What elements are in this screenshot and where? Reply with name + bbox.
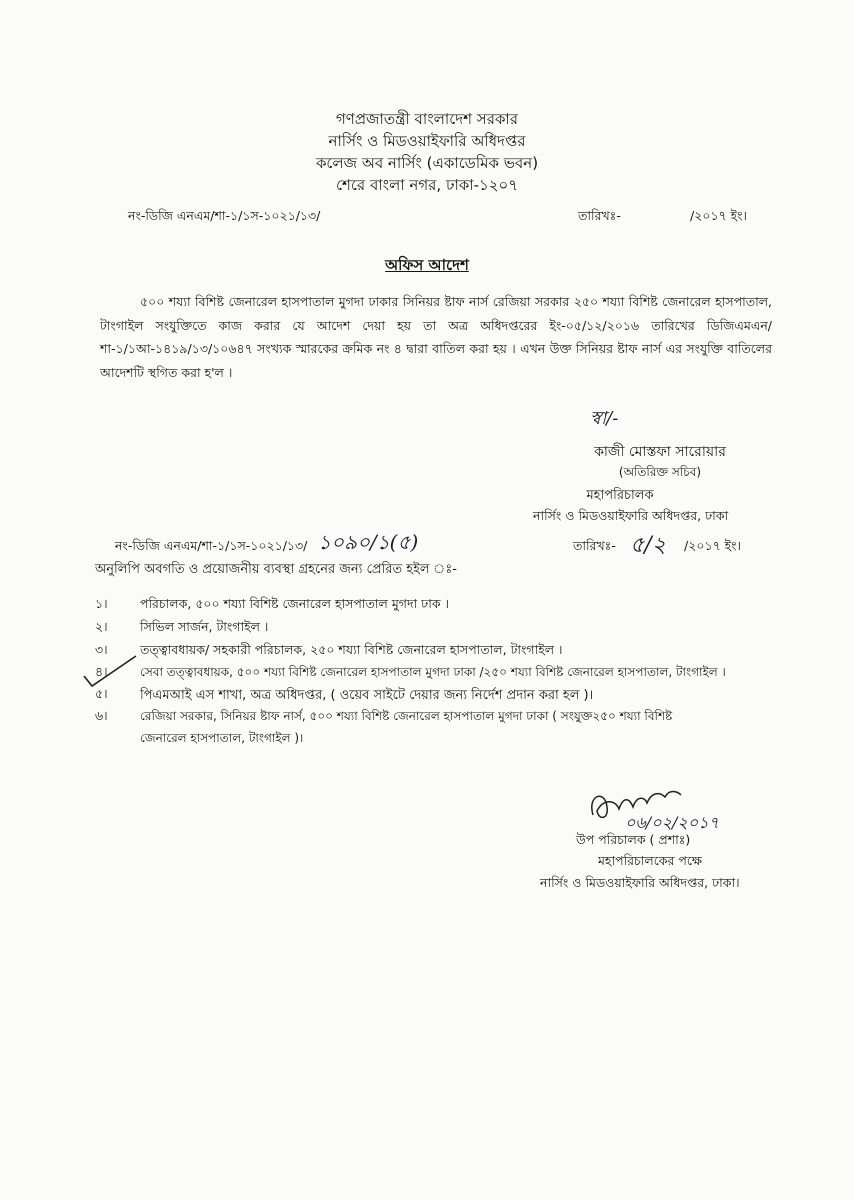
list-item-number: ৩।: [95, 642, 108, 657]
title-text: অফিস আদেশ: [385, 256, 469, 274]
signatory2-on-behalf: মহাপরিচালকের পক্ষে: [597, 853, 702, 868]
page-title: [0, 254, 854, 279]
signatory-designation: মহাপরিচালক: [586, 488, 654, 503]
signatory-rank: (অতিরিক্ত সচিব): [618, 465, 702, 479]
list-item: তত্ত্বাবধায়ক/ সহকারী পরিচালক, ২৫০ শয্যা বিশিষ্ট জেনারেল হাসপাতাল, টাংগাইল ।: [140, 642, 563, 657]
copy-date-label: তারিখঃ-: [573, 538, 616, 553]
list-item-continuation: জেনারেল হাসপাতাল, টাংগাইল )।: [140, 731, 304, 745]
list-item: সিভিল সার্জন, টাংগাইল ।: [140, 619, 269, 634]
copy-reference: নং-ডিজি এনএম/শা-১/১স-১০২১/১৩/: [115, 538, 308, 553]
list-item-number: ২।: [95, 619, 108, 634]
list-item: পিএমআই এস শাখা, অত্র অধিদপ্তর, ( ওয়েব সাইটে দেয়ার জন্য নির্দেশ প্রদান করা হল )।: [140, 688, 594, 703]
memo-reference: নং-ডিজি এনএম/শা-১/১স-১০২১/১৩/: [128, 208, 321, 223]
signatory-office: নার্সিং ও মিডওয়াইফারি অধিদপ্তর, ঢাকা: [533, 508, 729, 523]
signature-2-date: ০৬/০২/২০১৭: [625, 813, 719, 832]
list-item-number: ৫।: [95, 686, 108, 701]
header-directorate: নার্সিং ও মিডওয়াইফারি অধিদপ্তর: [328, 132, 526, 150]
signatory-name: কাজী মোস্তফা সারোয়ার: [594, 444, 726, 460]
list-item-number: ১।: [95, 596, 108, 611]
header-college: কলেজ অব নার্সিং (একাডেমিক ভবন): [315, 154, 539, 172]
list-item: রেজিয়া সরকার, সিনিয়র ষ্টাফ নার্স, ৫০০ শয্যা বিশিষ্ট জেনারেল হাসপাতাল মুগদা ঢাকা ( সংযুক্ত২৫০ শয্যা বিশিষ্ট: [140, 709, 673, 723]
list-item-number: ৪।: [95, 664, 108, 679]
signatory2-office: নার্সিং ও মিডওয়াইফারি অধিদপ্তর, ঢাকা।: [540, 875, 740, 890]
list-item-number: ৬।: [95, 708, 108, 723]
copy-intro: অনুলিপি অবগতি ও প্রয়োজনীয় ব্যবস্থা গ্রহনের জন্য প্রেরিত হইল ঃ-: [95, 562, 457, 577]
copy-date-handwritten: ৫/২: [630, 533, 666, 558]
header-government: গণপ্রজাতন্ত্রী বাংলাদেশ সরকার: [335, 110, 519, 128]
header-address: শেরে বাংলা নগর, ঢাকা-১২০৭: [335, 176, 519, 194]
signatory2-designation: উপ পরিচালক ( প্রশাঃ): [576, 832, 691, 847]
copy-date-suffix: /২০১৭ ইং।: [684, 538, 742, 553]
copy-reference-handwritten: ১০৯০/১(৫): [318, 530, 419, 554]
list-item: পরিচালক, ৫০০ শয্যা বিশিষ্ট জেনারেল হাসপাতাল মুগদা ঢাক ।: [140, 596, 450, 611]
signature-1: স্বা/-: [590, 408, 619, 429]
memo-date-label: তারিখঃ-: [578, 208, 621, 223]
list-item: সেবা তত্ত্বাবধায়ক, ৫০০ শয্যা বিশিষ্ট জেনারেল হাসপাতাল মুগদা ঢাকা /২৫০ শয্যা বিশিষ্ট জেনারেল হাসপাতাল, টাংগাইল ।: [140, 665, 726, 679]
checkmark-icon: [80, 650, 140, 690]
order-body: ৫০০ শয্যা বিশিষ্ট জেনারেল হাসপাতাল মুগদা ঢাকার সিনিয়র ষ্টাফ নার্স রেজিয়া সরকার ২৫০ শয্যা বিশিষ্ট জেনারেল হাসপাতাল, টাংগাইল সংযুক্তিতে কাজ করার যে আদেশ দেয়া হয় তা অত্র অধিদপ্তরের ইং-০৫/১২/২০১৬ তারিখের ডিজিএমএন/শা-১/১আ-১৪১৯/১৩/১০৬৪৭ সংখ্যক স্মারকের ক্রমিক নং ৪ দ্বারা বাতিল করা হয় । এখন উক্ত সিনিয়র ষ্টাফ নার্স এর সংযুক্তি বাতিলের আদেশটি স্থগিত করা হ'ল ।: [100, 294, 772, 380]
memo-date-value: /২০১৭ ইং।: [690, 208, 748, 223]
